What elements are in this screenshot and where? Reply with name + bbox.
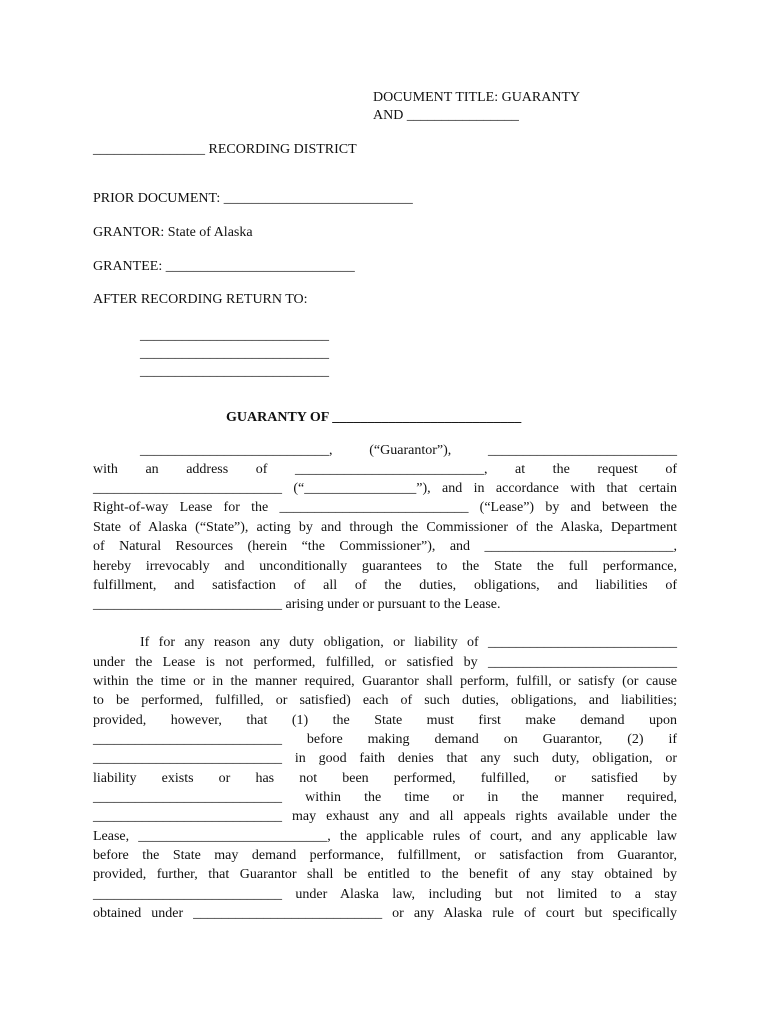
paragraph-line: liability exists or has not been performed, fulfilled, or satisfied by bbox=[93, 771, 677, 786]
paragraph-line: ___________________________ may exhaust any and all appeals rights available under the bbox=[93, 809, 677, 824]
section-heading: GUARANTY OF ___________________________ bbox=[226, 410, 522, 425]
paragraph-line: ___________________________ within the time or in the manner required, bbox=[93, 790, 677, 805]
paragraph-line: ___________________________ before making demand on Guarantor, (2) if bbox=[93, 732, 677, 747]
return-address-line-3: ___________________________ bbox=[140, 364, 329, 379]
paragraph-line: provided, however, that (1) the State must first make demand upon bbox=[93, 713, 677, 728]
grantee: GRANTEE: ___________________________ bbox=[93, 259, 355, 274]
paragraph-line: If for any reason any duty obligation, or liability of ___________________________ bbox=[140, 635, 677, 650]
return-address-line-2: ___________________________ bbox=[140, 346, 329, 361]
grantor: GRANTOR: State of Alaska bbox=[93, 225, 253, 240]
paragraph-line: ___________________________ arising under or pursuant to the Lease. bbox=[93, 597, 501, 612]
paragraph-line: ___________________________ (“________________”), and in accordance with that certain bbox=[93, 481, 677, 496]
paragraph-line: ___________________________, (“Guarantor”), ___________________________ bbox=[140, 443, 677, 458]
document-title-line-1: DOCUMENT TITLE: GUARANTY bbox=[373, 90, 581, 105]
paragraph-line: State of Alaska (“State”), acting by and through the Commissioner of the Alaska, Department bbox=[93, 520, 677, 535]
paragraph-line: provided, further, that Guarantor shall be entitled to the benefit of any stay obtained by bbox=[93, 867, 677, 882]
document-title-line-2: AND ________________ bbox=[373, 108, 519, 123]
paragraph-line: before the State may demand performance, fulfillment, or satisfaction from Guarantor, bbox=[93, 848, 677, 863]
paragraph-line: fulfillment, and satisfaction of all of the duties, obligations, and liabilities of bbox=[93, 578, 677, 593]
paragraph-line: Lease, ___________________________, the applicable rules of court, and any applicable law bbox=[93, 829, 677, 844]
recording-district: ________________ RECORDING DISTRICT bbox=[93, 142, 357, 157]
paragraph-line: of Natural Resources (herein “the Commissioner”), and ___________________________, bbox=[93, 539, 677, 554]
paragraph-line: Right-of-way Lease for the ___________________________ (“Lease”) by and between the bbox=[93, 500, 677, 515]
prior-document: PRIOR DOCUMENT: ___________________________ bbox=[93, 191, 413, 206]
paragraph-line: under the Lease is not performed, fulfilled, or satisfied by ___________________________ bbox=[93, 655, 677, 670]
paragraph-line: within the time or in the manner required, Guarantor shall perform, fulfill, or satisfy (or cause bbox=[93, 674, 677, 689]
after-recording-return-to: AFTER RECORDING RETURN TO: bbox=[93, 292, 308, 307]
paragraph-line: ___________________________ in good faith denies that any such duty, obligation, or bbox=[93, 751, 677, 766]
paragraph-line: to be performed, fulfilled, or satisfied) each of such duties, obligations, and liabilities; bbox=[93, 693, 677, 708]
paragraph-line: obtained under ___________________________ or any Alaska rule of court but specifically bbox=[93, 906, 677, 921]
return-address-line-1: ___________________________ bbox=[140, 328, 329, 343]
paragraph-line: with an address of ___________________________, at the request of bbox=[93, 462, 677, 477]
paragraph-line: hereby irrevocably and unconditionally guarantees to the State the full performance, bbox=[93, 559, 677, 574]
paragraph-line: ___________________________ under Alaska law, including but not limited to a stay bbox=[93, 887, 677, 902]
